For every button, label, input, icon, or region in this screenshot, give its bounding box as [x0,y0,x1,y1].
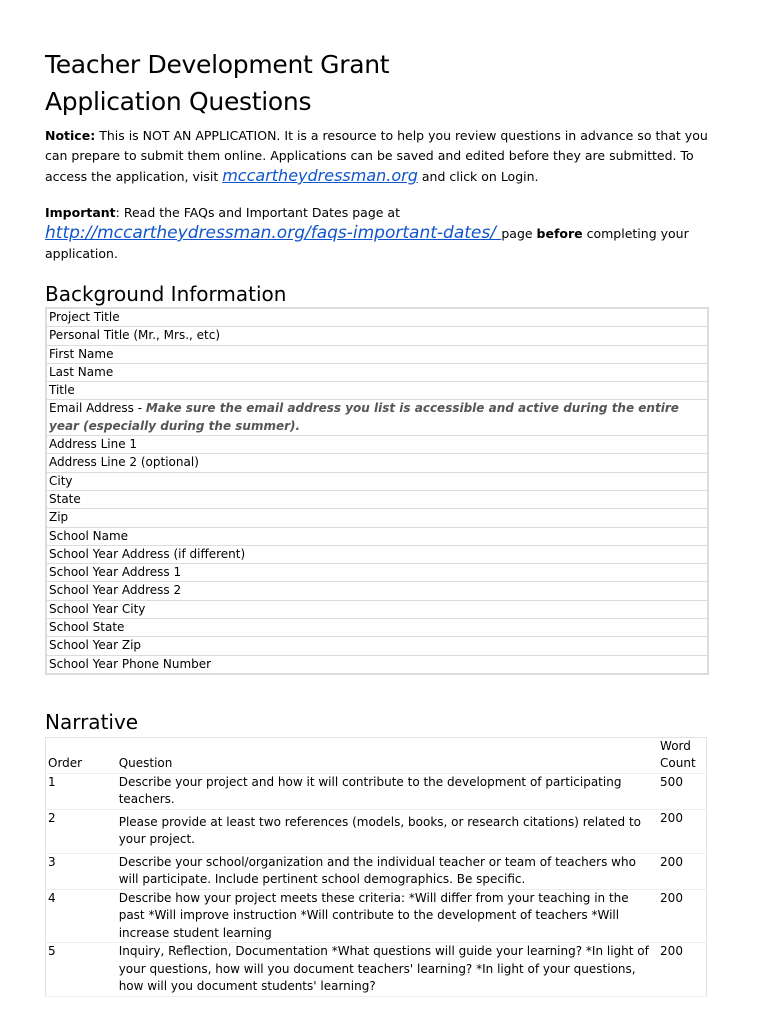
table-row [46,472,708,490]
notice-text: This is NOT AN APPLICATION. It is a resource to help you review questions in advance so that you can prepare to submit them online. Applications can be saved and edited before they are submitted. To access the application, visit [45,128,708,184]
background-table [45,307,709,675]
site-link[interactable]: mccartheydressman.org [222,166,418,185]
field-label: School Year City [46,600,708,618]
question-cell: Describe how your project meets these criteria: *Will differ from your teaching in the past *Will improve instruction *Will contribute to the development of teachers *Will increase student learning [117,889,658,943]
table-row [46,600,708,618]
field-label: Email Address - [49,401,146,416]
table-row [46,454,708,472]
field-label: School Year Address 2 [46,582,708,600]
field-label: School Year Zip [46,637,708,655]
email-note: Make sure the email address you list is accessible and active during the entire year (especially during the summer). [49,401,679,433]
field-label: First Name [46,345,708,363]
table-row [46,619,708,637]
table-row [46,509,708,527]
word-count-cell: 200 [658,889,706,943]
table-row [46,327,708,345]
question-cell: Describe your school/organization and the individual teacher or team of teachers who will participate. Include pertinent school demographics. Be specific. [117,853,658,889]
question-cell: Inquiry, Reflection, Documentation *What questions will guide your learning? *In light of your questions, how will you document teachers' learning? *In light of your questions, how will you document students' learning? [117,943,658,997]
document-page [45,46,725,997]
page-title [45,46,725,120]
table-row [46,853,707,889]
order-cell: 1 [46,773,117,809]
order-cell: 3 [46,853,117,889]
table-header-row [46,737,707,773]
word-count-cell: 200 [658,943,706,997]
field-label: School State [46,619,708,637]
table-row [46,773,707,809]
table-row [46,436,708,454]
field-label: Address Line 1 [46,436,708,454]
faq-link[interactable]: http://mccartheydressman.org/faqs-important-dates/ [45,223,502,243]
table-row [46,527,708,545]
important-bold: before [536,226,583,241]
notice-text-end: and click on Login. [417,169,539,184]
table-row [46,545,708,563]
narrative-table [45,737,707,997]
column-header-order: Order [46,737,117,773]
field-label: School Name [46,527,708,545]
table-row [46,308,708,327]
important-text-3: completing your application. [45,226,689,261]
email-field-row [46,400,708,436]
table-row [46,655,708,674]
question-cell: Describe your project and how it will contribute to the development of participating teachers. [117,773,658,809]
field-label: School Year Address 1 [46,564,708,582]
table-row [46,582,708,600]
notice-paragraph [45,126,725,187]
title-line-2: Application Questions [45,87,312,116]
order-cell: 5 [46,943,117,997]
column-header-question: Question [117,737,658,773]
word-count-cell: 200 [658,809,706,853]
column-header-word-count: Word Count [658,737,706,773]
word-count-cell: 200 [658,853,706,889]
table-row [46,564,708,582]
field-label: State [46,490,708,508]
word-count-cell: 500 [658,773,706,809]
table-row [46,490,708,508]
order-cell: 4 [46,889,117,943]
field-label: Zip [46,509,708,527]
field-label: Title [46,382,708,400]
table-row [46,943,707,997]
important-text-2: page [501,226,537,241]
important-paragraph [45,203,725,264]
table-row [46,809,707,853]
field-label: Project Title [46,308,708,327]
important-label: Important [45,205,116,220]
table-row [46,889,707,943]
field-label: Address Line 2 (optional) [46,454,708,472]
field-label: City [46,472,708,490]
important-text: : Read the FAQs and Important Dates page at [115,205,400,220]
narrative-heading: Narrative [45,709,139,734]
table-row [46,637,708,655]
field-label: Last Name [46,363,708,381]
table-row [46,345,708,363]
table-row [46,363,708,381]
question-cell: Please provide at least two references (models, books, or research citations) related to your project. [117,809,658,853]
notice-label: Notice: [45,128,96,143]
background-heading: Background Information [45,282,287,306]
order-cell: 2 [46,809,117,853]
table-row [46,400,708,436]
field-label: Personal Title (Mr., Mrs., etc) [46,327,708,345]
field-label: School Year Address (if different) [46,545,708,563]
table-row [46,382,708,400]
field-label: School Year Phone Number [46,655,708,674]
title-line-1: Teacher Development Grant [45,50,390,79]
